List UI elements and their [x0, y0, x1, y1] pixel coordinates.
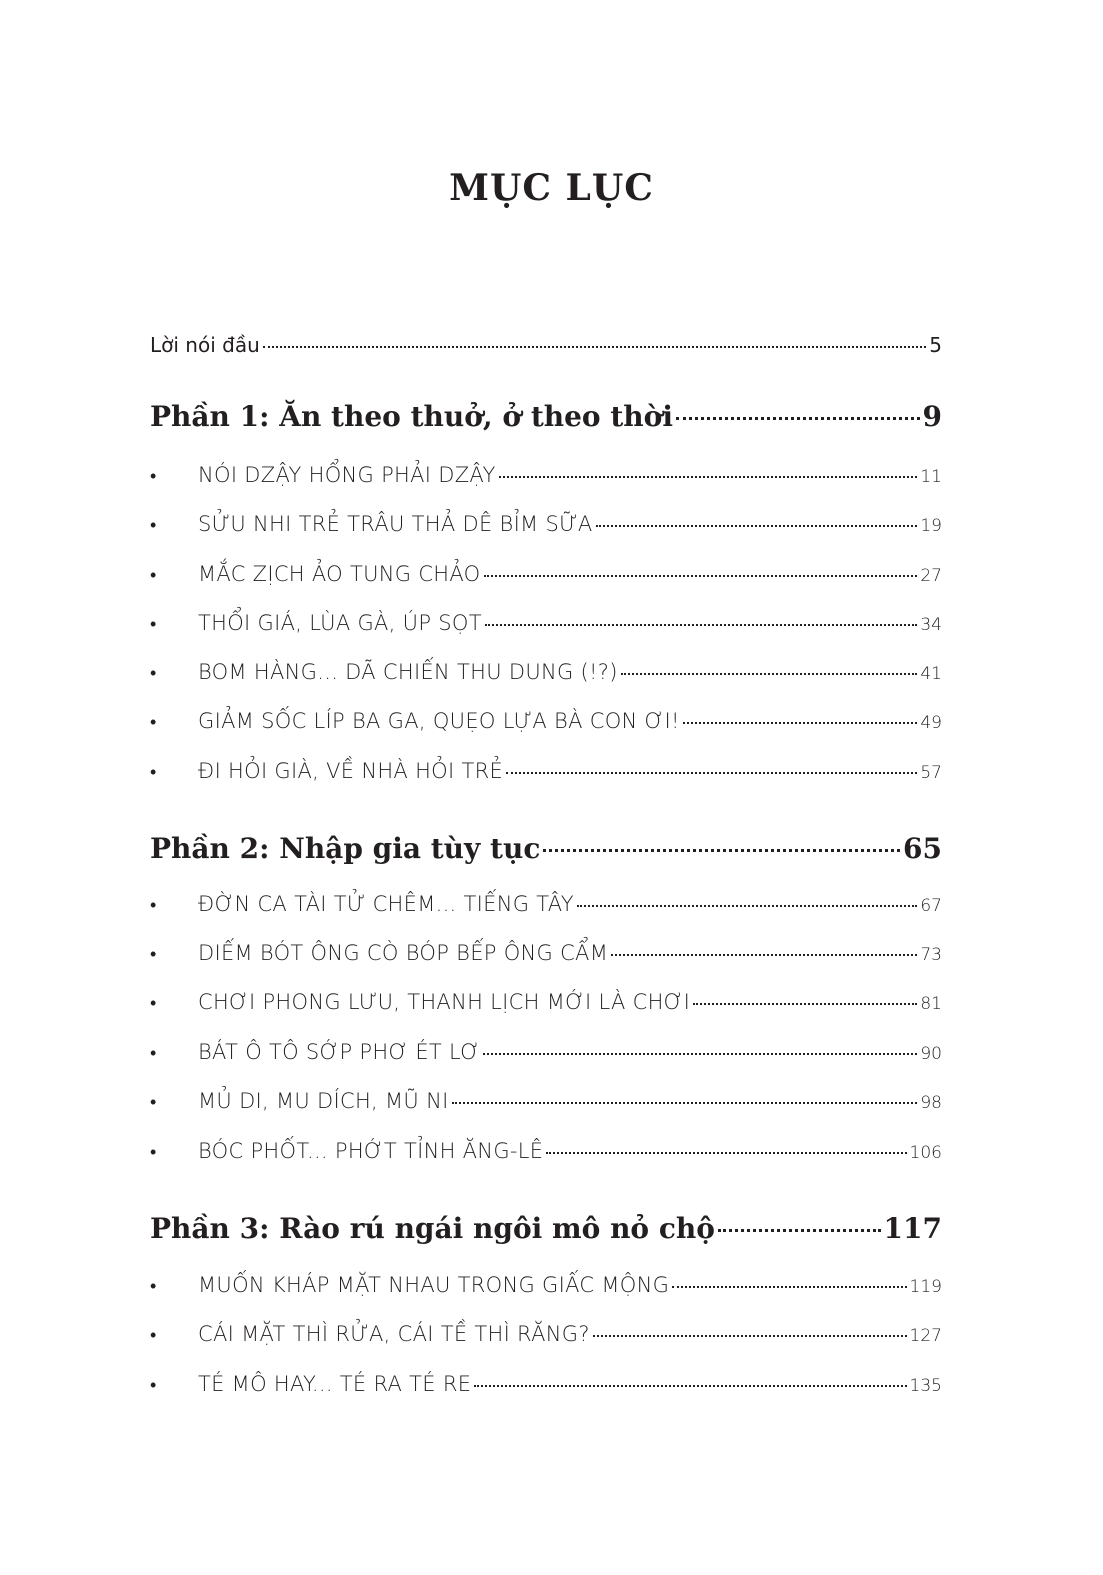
toc-entry[interactable] [150, 562, 942, 586]
toc-part-label: Phần 1: Ăn theo thuở, ở theo thời [150, 400, 673, 433]
toc-preface-row[interactable] [150, 333, 942, 357]
toc-entry-label: TÉ MÔ HAY... TÉ RA TÉ RE [198, 1372, 472, 1396]
toc-part-label: Phần 3: Rào rú ngái ngôi mô nỏ chộ [150, 1212, 715, 1245]
toc-entry[interactable] [150, 1139, 942, 1163]
toc-page-number: 27 [920, 566, 942, 586]
toc-page-number: 65 [903, 832, 942, 865]
toc-preface-label: Lời nói đầu [150, 333, 260, 357]
toc-entry-label: MUỐN KHÁP MẶT NHAU TRONG GIẤC MỘNG [198, 1273, 670, 1297]
dot-leader [683, 722, 918, 724]
toc-entry-label: BÁT Ô TÔ SỚP PHƠ ÉT LƠ [198, 1040, 481, 1064]
toc-entry-label: CHƠI PHONG LƯU, THANH LỊCH MỚI LÀ CHƠI [198, 990, 691, 1014]
toc-page-number: 73 [920, 945, 942, 965]
toc-page-number: 34 [920, 615, 942, 635]
toc-entry-label: ĐI HỎI GIÀ, VỀ NHÀ HỎI TRẺ [198, 759, 504, 783]
toc-entry[interactable] [150, 941, 942, 965]
toc-part-heading[interactable] [150, 832, 942, 865]
toc-entry-label: BOM HÀNG... DÃ CHIẾN THU DUNG (!?) [198, 660, 618, 684]
dot-leader [483, 1053, 917, 1055]
toc-page-number: 57 [920, 763, 942, 783]
bullet-icon: • [150, 1142, 157, 1163]
bullet-icon: • [150, 1092, 157, 1113]
toc-page-number: 90 [920, 1044, 942, 1064]
toc-entry[interactable] [150, 1322, 942, 1346]
toc-page-number: 98 [920, 1093, 942, 1113]
toc-page-number: 19 [920, 516, 942, 536]
bullet-icon: • [150, 614, 157, 635]
bullet-icon: • [150, 712, 157, 733]
toc-entry[interactable] [150, 463, 942, 487]
toc-page-number: 11 [920, 467, 942, 487]
dot-leader [485, 624, 918, 626]
toc-entry-label: SỬU NHI TRẺ TRÂU THẢ DÊ BỈM SỮA [198, 512, 593, 536]
dot-leader [593, 1335, 907, 1337]
dot-leader [621, 673, 918, 675]
dot-leader [452, 1102, 918, 1104]
bullet-icon: • [150, 1375, 157, 1396]
dot-leader [577, 905, 917, 907]
toc-part-label: Phần 2: Nhập gia tùy tục [150, 832, 541, 865]
toc-entry[interactable] [150, 1040, 942, 1064]
toc-entry[interactable] [150, 1273, 942, 1297]
toc-page-number: 5 [929, 333, 942, 357]
toc-page-number: 127 [909, 1326, 942, 1346]
bullet-icon: • [150, 993, 157, 1014]
toc-page-number: 135 [909, 1376, 942, 1396]
toc-page-number: 117 [883, 1212, 942, 1245]
dot-leader [506, 772, 917, 774]
dot-leader [596, 525, 918, 527]
toc-page-number: 9 [922, 400, 942, 433]
toc-page-number: 67 [920, 896, 942, 916]
toc-entry[interactable] [150, 759, 942, 783]
toc-entry-label: MẮC ZỊCH ẢO TUNG CHẢO [198, 562, 481, 586]
toc-entry[interactable] [150, 892, 942, 916]
bullet-icon: • [150, 1276, 157, 1297]
dot-leader [546, 1152, 906, 1154]
dot-leader [484, 575, 918, 577]
dot-leader [499, 476, 918, 478]
bullet-icon: • [150, 1325, 157, 1346]
bullet-icon: • [150, 515, 157, 536]
toc-page-number: 49 [920, 713, 942, 733]
toc-part-heading[interactable] [150, 1212, 942, 1245]
bullet-icon: • [150, 895, 157, 916]
toc-entry[interactable] [150, 660, 942, 684]
toc-entry-label: BÓC PHỐT... PHỚT TỈNH ĂNG-LÊ [198, 1139, 544, 1163]
dot-leader [263, 346, 927, 348]
toc-page-number: 81 [920, 994, 942, 1014]
dot-leader [676, 417, 920, 420]
toc-entry[interactable] [150, 709, 942, 733]
toc-part-heading[interactable] [150, 400, 942, 433]
dot-leader [693, 1003, 917, 1005]
toc-entry-label: ĐỜN CA TÀI TỬ CHÊM... TIẾNG TÂY [198, 892, 574, 916]
toc-entry-label: CÁI MẶT THÌ RỬA, CÁI TỀ THÌ RĂNG? [198, 1322, 590, 1346]
bullet-icon: • [150, 944, 157, 965]
toc-entry-label: MỦ DI, MU DÍCH, MŨ NI [198, 1089, 449, 1113]
toc-entry[interactable] [150, 990, 942, 1014]
dot-leader [543, 849, 900, 852]
toc-entry-label: GIẢM SỐC LÍP BA GA, QUẸO LỰA BÀ CON ƠI! [198, 709, 680, 733]
toc-entry[interactable] [150, 1372, 942, 1396]
bullet-icon: • [150, 466, 157, 487]
toc-entry[interactable] [150, 1089, 942, 1113]
toc-entry-label: DIẾM BÓT ÔNG CÒ BÓP BẾP ÔNG CẨM [198, 941, 609, 965]
table-of-contents [150, 0, 942, 1575]
bullet-icon: • [150, 762, 157, 783]
dot-leader [718, 1229, 881, 1232]
page-title: MỤC LỤC [449, 167, 654, 209]
bullet-icon: • [150, 1043, 157, 1064]
bullet-icon: • [150, 565, 157, 586]
toc-page-number: 41 [920, 664, 942, 684]
toc-page-number: 106 [909, 1143, 942, 1163]
dot-leader [672, 1286, 906, 1288]
toc-entry[interactable] [150, 611, 942, 635]
toc-entry[interactable] [150, 512, 942, 536]
dot-leader [611, 954, 917, 956]
bullet-icon: • [150, 663, 157, 684]
toc-entry-label: THỔI GIÁ, LÙA GÀ, ÚP SỌT [198, 611, 482, 635]
toc-page-number: 119 [909, 1277, 942, 1297]
dot-leader [474, 1385, 906, 1387]
toc-entry-label: NÓI DZẬY HỔNG PHẢI DZẬY [198, 463, 496, 487]
